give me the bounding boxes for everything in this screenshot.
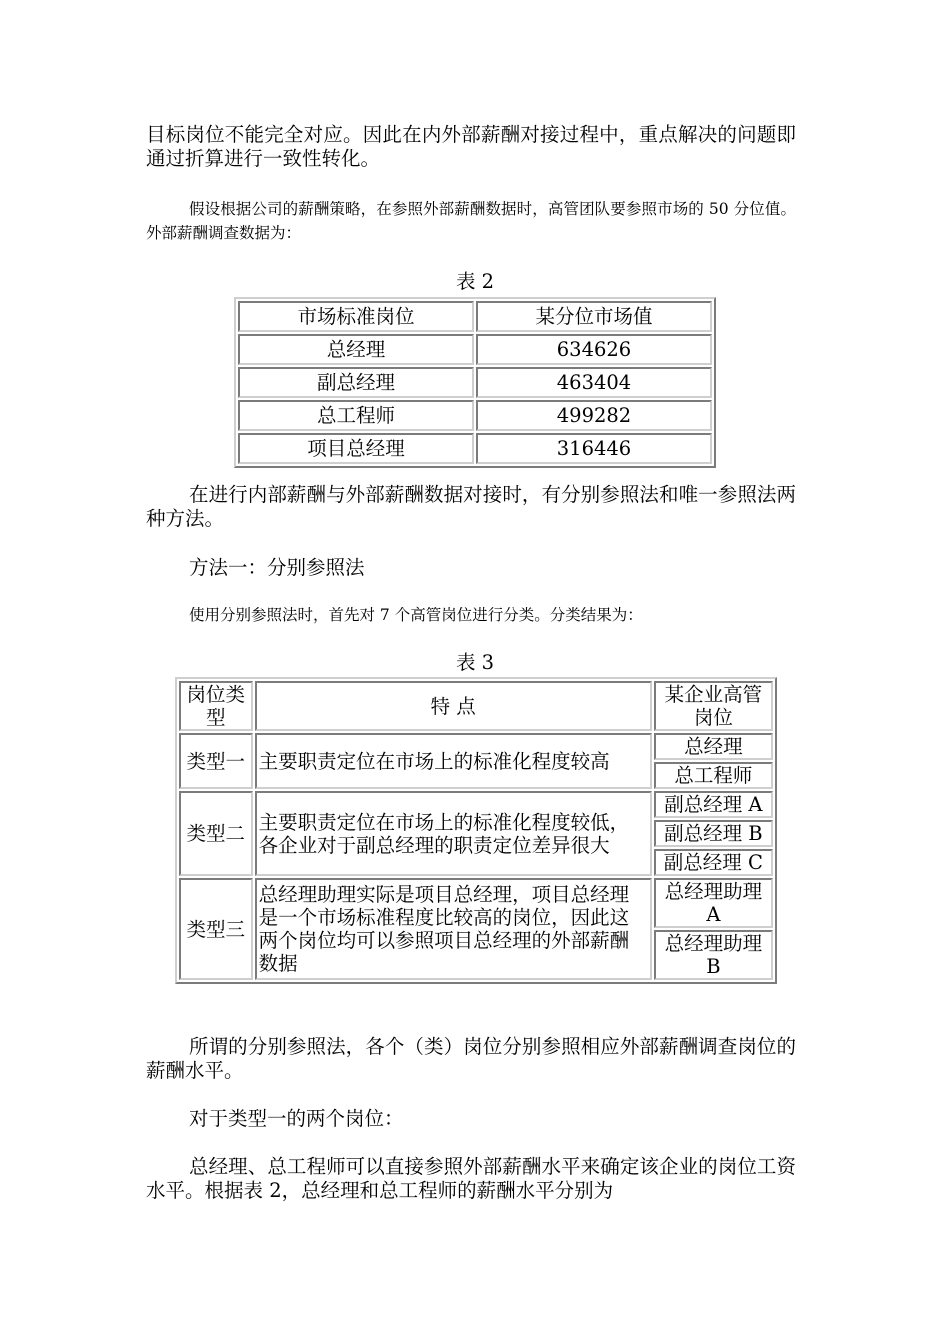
paragraph-method-one: 方法一：分别参照法 bbox=[189, 556, 365, 579]
position-cell: 副总经理 B bbox=[654, 820, 773, 847]
paragraph-classification: 使用分别参照法时，首先对 7 个高管岗位进行分类。分类结果为： bbox=[189, 606, 643, 624]
paragraph-conclusion: 总经理、总工程师可以直接参照外部薪酬水平来确定该企业的岗位工资水平。根据表 2，总经理和总工程师的薪酬水平分别为 bbox=[146, 1155, 796, 1202]
table-header-cell: 市场标准岗位 bbox=[238, 301, 474, 332]
table2-caption: 表 2 bbox=[455, 270, 495, 293]
paragraph-methods: 在进行内部薪酬与外部薪酬数据对接时，有分别参照法和唯一参照法两种方法。 bbox=[146, 483, 796, 530]
feature-cell: 主要职责定位在市场上的标准化程度较低，各企业对于副总经理的职责定位差异很大 bbox=[255, 791, 652, 876]
table3-position-types bbox=[175, 677, 777, 984]
type-cell: 类型一 bbox=[179, 733, 253, 789]
table3-caption: 表 3 bbox=[455, 651, 495, 674]
table-cell: 499282 bbox=[476, 400, 712, 431]
type-cell: 类型二 bbox=[179, 791, 253, 876]
position-cell: 总经理 bbox=[654, 733, 773, 760]
table-cell: 634626 bbox=[476, 334, 712, 365]
table-header-cell: 特 点 bbox=[255, 681, 652, 731]
table-cell: 总工程师 bbox=[238, 400, 474, 431]
position-cell: 总经理助理 A bbox=[654, 878, 773, 928]
paragraph-assumption: 假设根据公司的薪酬策略，在参照外部薪酬数据时，高管团队要参照市场的 50 分位值。外部薪酬调查数据为： bbox=[146, 200, 796, 242]
table-cell: 463404 bbox=[476, 367, 712, 398]
table-row bbox=[238, 433, 712, 464]
feature-cell: 主要职责定位在市场上的标准化程度较高 bbox=[255, 733, 652, 789]
paragraph-intro: 目标岗位不能完全对应。因此在内外部薪酬对接过程中，重点解决的问题即通过折算进行一致性转化。 bbox=[146, 123, 796, 170]
feature-cell: 总经理助理实际是项目总经理，项目总经理是一个市场标准程度比较高的岗位，因此这两个岗位均可以参照项目总经理的外部薪酬数据 bbox=[255, 878, 652, 980]
table-row bbox=[238, 367, 712, 398]
table-row bbox=[179, 878, 773, 928]
table-header-cell: 某企业高管岗位 bbox=[654, 681, 773, 731]
type-cell: 类型三 bbox=[179, 878, 253, 980]
table-row bbox=[238, 400, 712, 431]
table-header-row bbox=[179, 681, 773, 731]
position-cell: 副总经理 A bbox=[654, 791, 773, 818]
table-header-cell: 某分位市场值 bbox=[476, 301, 712, 332]
table-cell: 项目总经理 bbox=[238, 433, 474, 464]
table-row bbox=[238, 334, 712, 365]
table-header-cell: 岗位类型 bbox=[179, 681, 253, 731]
table-cell: 总经理 bbox=[238, 334, 474, 365]
table-row bbox=[179, 733, 773, 760]
table-row bbox=[179, 791, 773, 818]
paragraph-type-one: 对于类型一的两个岗位： bbox=[189, 1107, 404, 1130]
position-cell: 总经理助理 B bbox=[654, 930, 773, 980]
paragraph-explanation: 所谓的分别参照法，各个（类）岗位分别参照相应外部薪酬调查岗位的薪酬水平。 bbox=[146, 1035, 796, 1082]
table-cell: 316446 bbox=[476, 433, 712, 464]
table-header-row bbox=[238, 301, 712, 332]
position-cell: 副总经理 C bbox=[654, 849, 773, 876]
table2-market-salary bbox=[234, 297, 716, 468]
position-cell: 总工程师 bbox=[654, 762, 773, 789]
table-cell: 副总经理 bbox=[238, 367, 474, 398]
